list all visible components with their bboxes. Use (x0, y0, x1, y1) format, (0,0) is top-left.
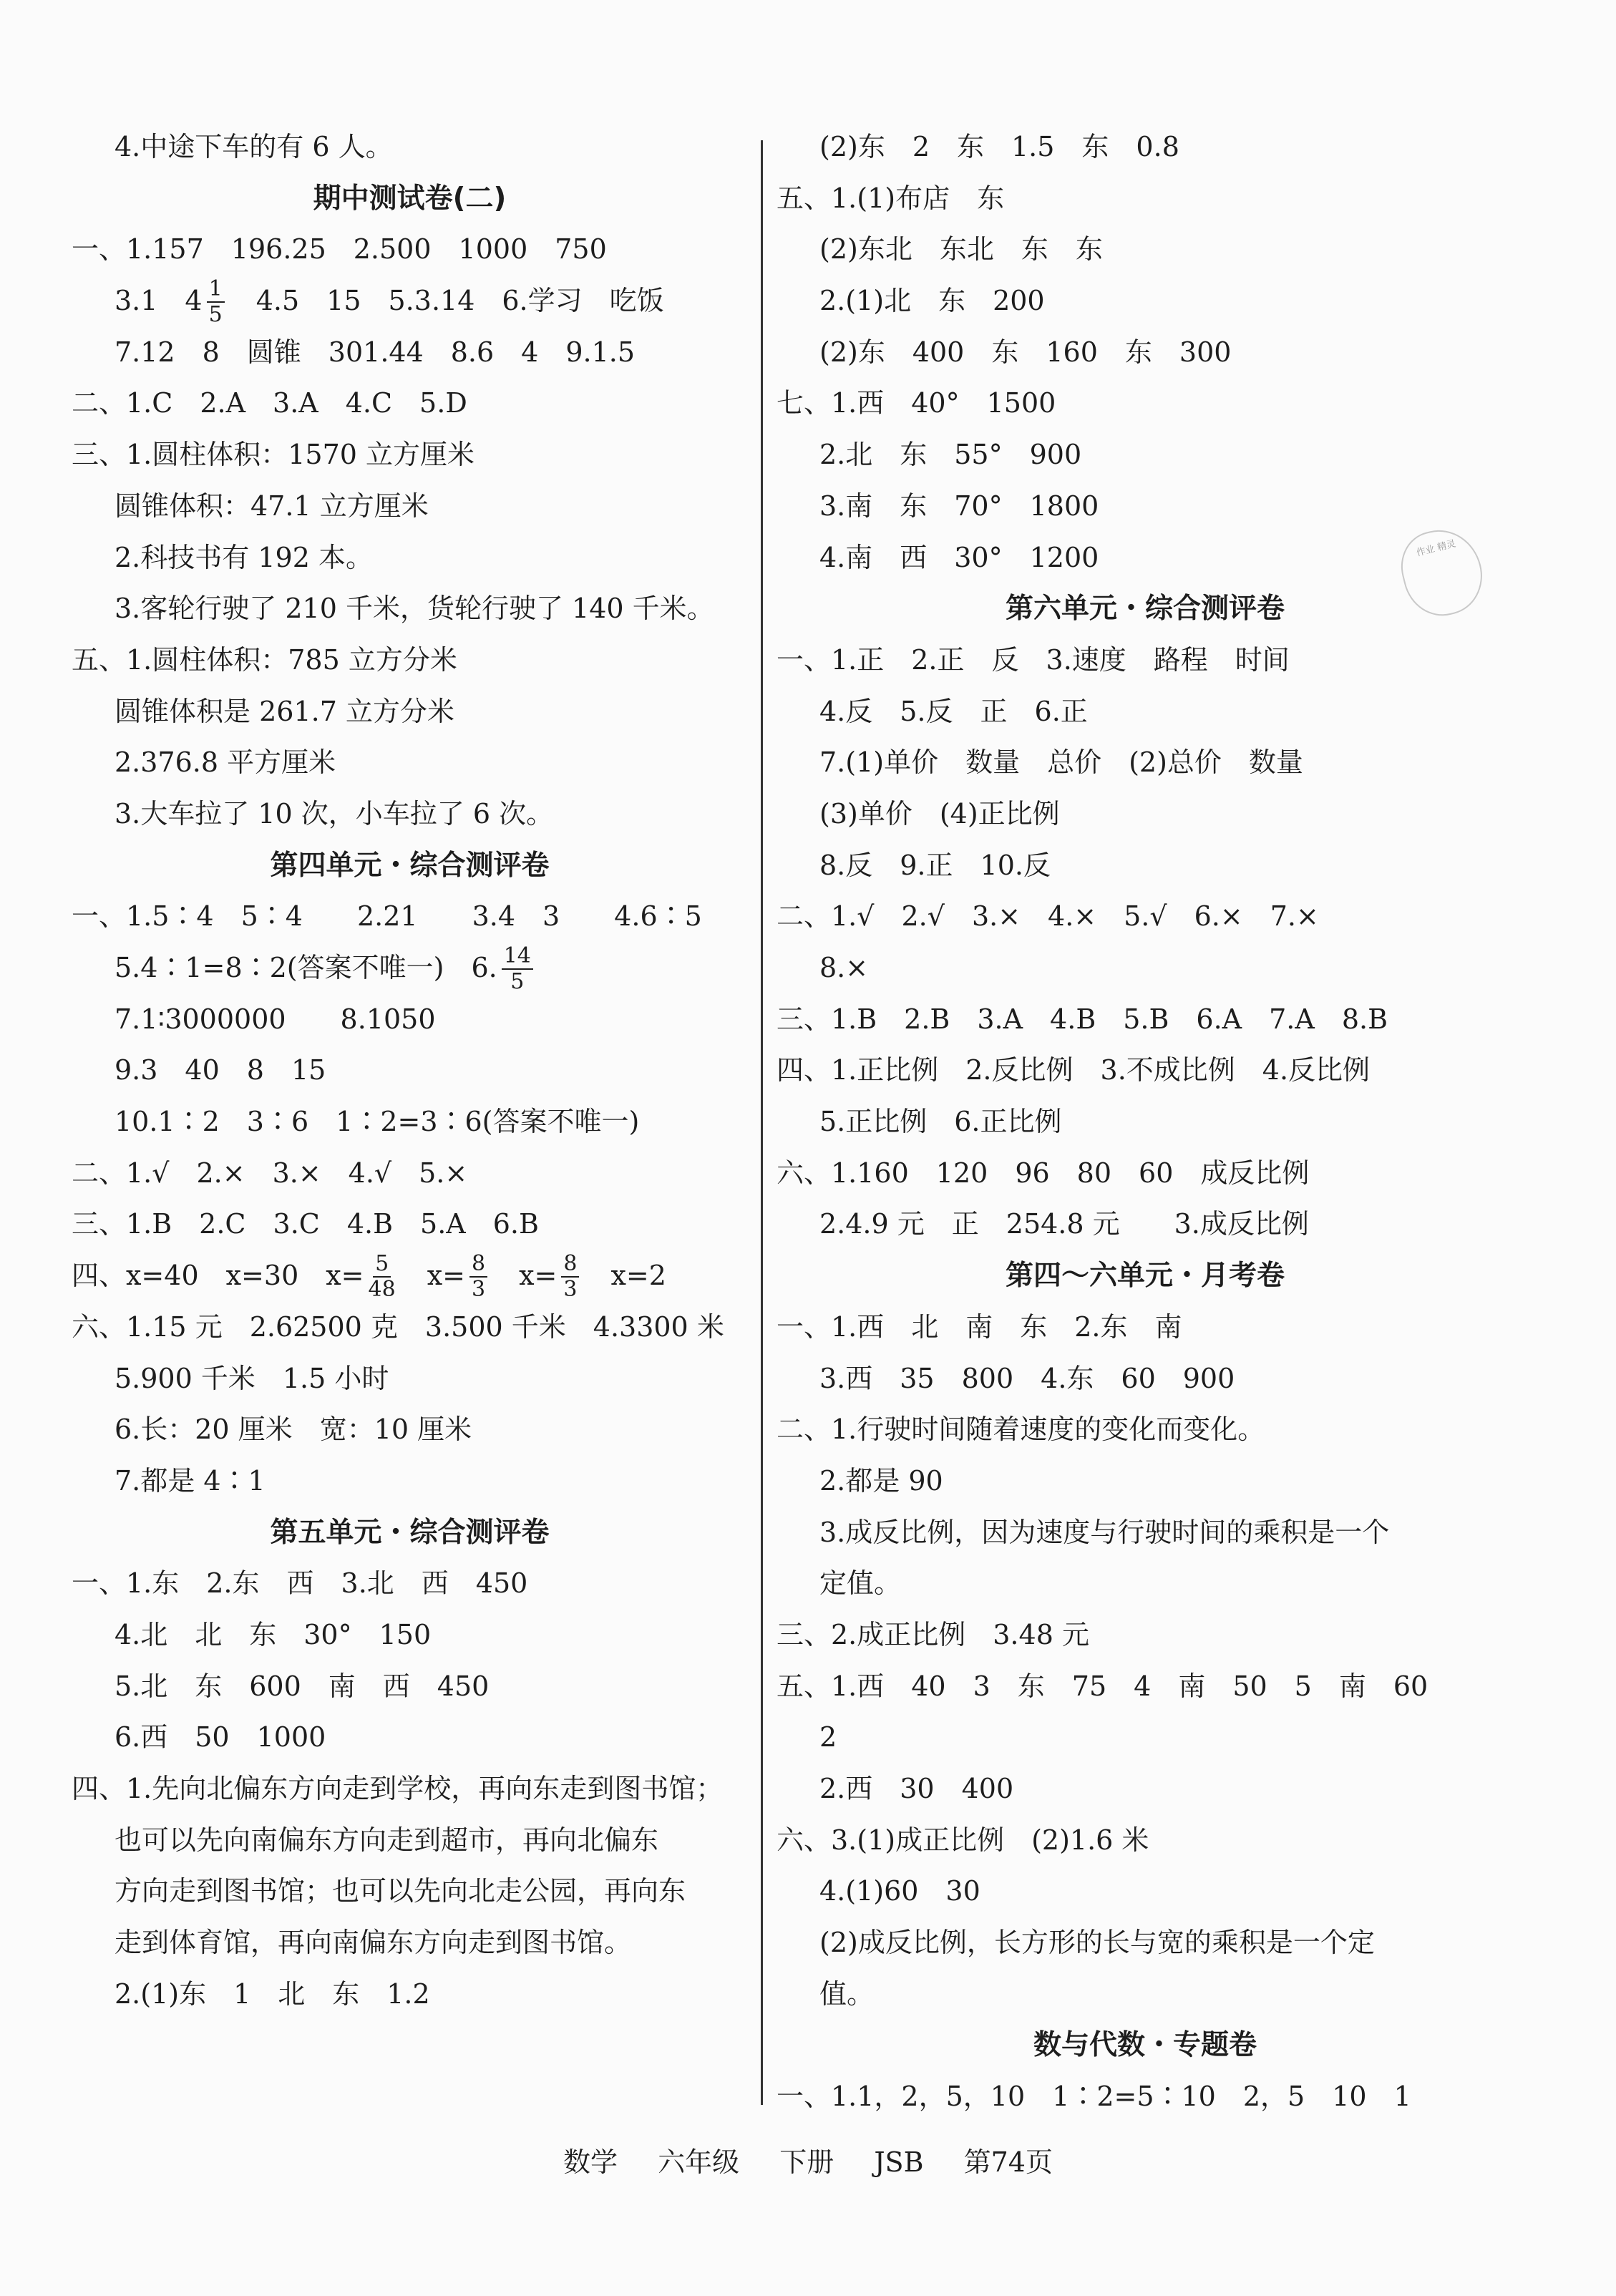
line-text-segment: 2 (819, 1721, 837, 1753)
answer-line (777, 1815, 1514, 1867)
section-heading (72, 840, 748, 892)
fraction-denominator: 3 (563, 1276, 578, 1302)
line-text-segment: 5.4∶1=8∶2(答案不唯一) 6. (115, 952, 497, 983)
line-text-segment: 2.北 东 55° 900 (819, 439, 1082, 471)
line-text-segment: 期中测试卷(二) (313, 182, 507, 215)
answer-line (777, 173, 1514, 225)
answer-line (72, 1661, 748, 1713)
line-text-segment: 7.1∶3000000 8.1050 (115, 1003, 436, 1035)
answer-line (777, 891, 1514, 943)
answer-line (777, 943, 1514, 994)
answer-line (72, 583, 748, 635)
line-text-segment: 7.(1)单价 数量 总价 (2)总价 数量 (819, 746, 1303, 779)
line-text-segment: 3.成反比例，因为速度与行驶时间的乘积是一个 (819, 1516, 1390, 1548)
line-text-segment: 三、2.成正比例 3.48 元 (777, 1618, 1089, 1650)
line-text-segment: (2)成反比例，长方形的长与宽的乘积是一个定 (819, 1927, 1375, 1959)
answer-line (777, 737, 1514, 789)
fraction (502, 944, 533, 994)
answer-line (777, 122, 1514, 173)
line-text-segment: 二、1.√ 2.× 3.× 4.√ 5.× (72, 1157, 468, 1189)
answer-line (72, 1302, 748, 1353)
answer-line (72, 943, 748, 994)
answer-line (72, 1764, 748, 1815)
page-footer (0, 2140, 1616, 2179)
section-heading (777, 583, 1514, 635)
line-text-segment: 一、1.1，2，5，10 1∶2=5∶10 2，5 10 1 (777, 2081, 1411, 2113)
answer-line (72, 1866, 748, 1917)
line-text-segment: 10.1∶2 3∶6 1∶2=3∶6(答案不唯一) (115, 1106, 640, 1138)
line-text-segment: 8.× (819, 952, 869, 983)
line-text-segment: 5.正比例 6.正比例 (819, 1106, 1062, 1138)
line-text-segment: 3.西 35 800 4.东 60 900 (819, 1362, 1235, 1394)
answer-line (72, 1045, 748, 1096)
answer-line (72, 481, 748, 532)
answer-line (72, 532, 748, 584)
fraction-denominator: 5 (208, 301, 223, 327)
answer-line (777, 1558, 1514, 1610)
line-text-segment: (2)东 2 东 1.5 东 0.8 (819, 131, 1179, 162)
fraction (469, 1252, 487, 1302)
line-text-segment: 2.4.9 元 正 254.8 元 3.成反比例 (819, 1208, 1309, 1240)
answer-line (777, 2071, 1514, 2123)
line-text-segment: 四、x=40 x=30 x= (72, 1260, 364, 1292)
fraction-numerator: 5 (373, 1252, 391, 1278)
answer-line (72, 1969, 748, 2020)
answer-line (777, 378, 1514, 429)
footer-grade: 六年级 (658, 2146, 740, 2178)
line-text-segment: 2.都是 90 (819, 1464, 943, 1497)
fraction (369, 1252, 396, 1302)
answer-line (777, 1456, 1514, 1507)
line-text-segment: (2)东北 东北 东 东 (819, 233, 1103, 266)
line-text-segment: (2)东 400 东 160 东 300 (819, 336, 1232, 368)
line-text-segment: 定值。 (819, 1567, 902, 1600)
answer-line (777, 1507, 1514, 1559)
line-text-segment: 三、1.圆柱体积：1570 立方厘米 (72, 439, 475, 471)
line-text-segment: 第四单元・综合测评卷 (270, 849, 550, 882)
answer-line (777, 327, 1514, 379)
fraction-denominator: 5 (510, 968, 525, 994)
column-divider (761, 140, 763, 2105)
answer-line (777, 1610, 1514, 1661)
answer-line (777, 224, 1514, 276)
answer-line (777, 1917, 1514, 1969)
answer-line (72, 378, 748, 429)
line-text-segment: 2.西 30 400 (819, 1773, 1014, 1804)
answer-line (777, 1045, 1514, 1096)
line-text-segment: 4.(1)60 30 (819, 1875, 980, 1907)
answer-line (777, 840, 1514, 892)
answer-line (72, 686, 748, 738)
answer-line (777, 686, 1514, 738)
answer-line (72, 789, 748, 840)
line-text-segment: 圆锥体积：47.1 立方厘米 (115, 490, 429, 522)
answer-line (777, 481, 1514, 532)
line-text-segment: 六、3.(1)成正比例 (2)1.6 米 (777, 1824, 1149, 1856)
line-text-segment: 五、1.圆柱体积：785 立方分米 (72, 643, 457, 676)
fraction-denominator: 3 (472, 1276, 486, 1302)
answer-line (777, 1661, 1514, 1713)
line-text-segment: 2.376.8 平方厘米 (115, 746, 336, 779)
line-text-segment: 六、1.15 元 2.62500 克 3.500 千米 4.3300 米 (72, 1310, 724, 1343)
answer-line (72, 1610, 748, 1661)
line-text-segment: 五、1.西 40 3 东 75 4 南 50 5 南 60 (777, 1670, 1428, 1702)
answer-line (777, 429, 1514, 481)
answer-line (72, 1456, 748, 1507)
answer-line (777, 1302, 1514, 1353)
footer-volume: 下册 (779, 2146, 834, 2178)
line-text-segment: 9.3 40 8 15 (115, 1054, 326, 1086)
line-text-segment: 第四～六单元・月考卷 (1005, 1260, 1285, 1293)
line-text-segment: 圆锥体积是 261.7 立方分米 (115, 695, 454, 727)
line-text-segment: 一、1.5∶4 5∶4 2.21 3.4 3 4.6∶5 (72, 900, 702, 933)
answer-line (72, 994, 748, 1046)
section-heading (72, 173, 748, 225)
line-text-segment: 三、1.B 2.B 3.A 4.B 5.B 6.A 7.A 8.B (777, 1003, 1388, 1035)
answer-line (72, 635, 748, 686)
footer-page-number: 第74页 (963, 2146, 1053, 2178)
fraction-numerator: 1 (207, 277, 225, 303)
line-text-segment: 3.1 4 (115, 285, 203, 317)
line-text-segment: x=2 (583, 1260, 666, 1292)
line-text-segment: 走到体育馆，再向南偏东方向走到图书馆。 (115, 1927, 632, 1959)
line-text-segment: 5.900 千米 1.5 小时 (115, 1362, 389, 1394)
answer-line (72, 737, 748, 789)
line-text-segment: 3.客轮行驶了 210 千米，货轮行驶了 140 千米。 (115, 593, 714, 625)
answer-line (777, 1353, 1514, 1405)
line-text-segment: 第五单元・综合测评卷 (270, 1516, 550, 1549)
line-text-segment: 值。 (819, 1978, 875, 2010)
fraction-numerator: 14 (502, 944, 533, 970)
line-text-segment: 4.5 15 5.3.14 6.学习 吃饭 (228, 285, 664, 317)
answer-line (777, 1712, 1514, 1764)
section-heading (777, 2020, 1514, 2071)
line-text-segment: 也可以先向南偏东方向走到超市，再向北偏东 (115, 1824, 659, 1856)
line-text-segment: 四、1.先向北偏东方向走到学校，再向东走到图书馆； (72, 1773, 724, 1804)
fraction-numerator: 8 (469, 1252, 487, 1278)
answer-line (777, 1199, 1514, 1250)
line-text-segment: 一、1.157 196.25 2.500 1000 750 (72, 233, 607, 266)
line-text-segment: 2.科技书有 192 本。 (115, 541, 373, 573)
answer-line (72, 1815, 748, 1867)
line-text-segment: 第六单元・综合测评卷 (1005, 593, 1285, 626)
line-text-segment: 六、1.160 120 96 80 60 成反比例 (777, 1157, 1310, 1189)
line-text-segment: 一、1.东 2.东 西 3.北 西 450 (72, 1567, 528, 1600)
fraction-numerator: 8 (561, 1252, 579, 1278)
answer-line (72, 276, 748, 327)
line-text-segment: 3.大车拉了 10 次，小车拉了 6 次。 (115, 797, 554, 830)
section-heading (777, 1250, 1514, 1302)
answer-line (777, 1764, 1514, 1815)
line-text-segment: 2.(1)北 东 200 (819, 285, 1045, 317)
line-text-segment: 6.长：20 厘米 宽：10 厘米 (115, 1414, 472, 1446)
answer-line (72, 1404, 748, 1456)
answer-line (777, 994, 1514, 1046)
section-heading (72, 1507, 748, 1559)
line-text-segment: 一、1.西 北 南 东 2.东 南 (777, 1310, 1182, 1343)
line-text-segment: 数与代数・专题卷 (1033, 2029, 1257, 2062)
line-text-segment: 七、1.西 40° 1500 (777, 387, 1056, 419)
line-text-segment: 8.反 9.正 10.反 (819, 849, 1051, 881)
answer-line (777, 1866, 1514, 1917)
answer-line (72, 891, 748, 943)
line-text-segment: 4.南 西 30° 1200 (819, 541, 1099, 573)
line-text-segment: 二、1.√ 2.√ 3.× 4.× 5.√ 6.× 7.× (777, 900, 1319, 933)
line-text-segment: 4.中途下车的有 6 人。 (115, 131, 393, 162)
answer-line (777, 1404, 1514, 1456)
line-text-segment: 3.南 东 70° 1800 (819, 490, 1099, 522)
answer-line (777, 635, 1514, 686)
left-column (72, 122, 748, 2020)
fraction (207, 277, 225, 327)
answer-line (72, 1199, 748, 1250)
answer-line (72, 1148, 748, 1200)
line-text-segment: 二、1.C 2.A 3.A 4.C 5.D (72, 387, 467, 419)
line-text-segment: 五、1.(1)布店 东 (777, 182, 1005, 214)
answer-line (72, 1712, 748, 1764)
line-text-segment: 2.(1)东 1 北 东 1.2 (115, 1978, 430, 2010)
line-text-segment: 7.12 8 圆锥 301.44 8.6 4 9.1.5 (115, 336, 636, 368)
answer-line (72, 122, 748, 173)
answer-line (777, 1148, 1514, 1200)
line-text-segment: 5.北 东 600 南 西 450 (115, 1670, 490, 1702)
answer-line (72, 1558, 748, 1610)
answer-line (777, 1096, 1514, 1148)
line-text-segment: 一、1.正 2.正 反 3.速度 路程 时间 (777, 643, 1290, 676)
answer-line (72, 1353, 748, 1405)
right-column (777, 122, 1514, 2123)
fraction (561, 1252, 579, 1302)
line-text-segment: 6.西 50 1000 (115, 1721, 326, 1753)
line-text-segment: 4.反 5.反 正 6.正 (819, 695, 1088, 727)
footer-edition: JSB (874, 2146, 924, 2178)
footer-subject: 数学 (563, 2146, 618, 2178)
line-text-segment: x= (399, 1260, 465, 1292)
answer-line (72, 1917, 748, 1969)
line-text-segment: x= (492, 1260, 558, 1292)
answer-line (72, 429, 748, 481)
line-text-segment: 方向走到图书馆；也可以先向北走公园，再向东 (115, 1875, 686, 1907)
answer-line (777, 1969, 1514, 2020)
line-text-segment: (3)单价 (4)正比例 (819, 797, 1060, 830)
stamp-text: 作业 精灵 (1415, 538, 1457, 559)
line-text-segment: 四、1.正比例 2.反比例 3.不成比例 4.反比例 (777, 1054, 1371, 1086)
line-text-segment: 二、1.行驶时间随着速度的变化而变化。 (777, 1414, 1265, 1446)
answer-line (777, 276, 1514, 327)
line-text-segment: 7.都是 4∶1 (115, 1464, 266, 1497)
answer-line (72, 1096, 748, 1148)
line-text-segment: 三、1.B 2.C 3.C 4.B 5.A 6.B (72, 1208, 539, 1240)
answer-line (72, 327, 748, 379)
answer-line (72, 1250, 748, 1302)
answer-line (72, 224, 748, 276)
line-text-segment: 4.北 北 东 30° 150 (115, 1618, 432, 1650)
fraction-denominator: 48 (368, 1276, 396, 1302)
answer-line (777, 789, 1514, 840)
